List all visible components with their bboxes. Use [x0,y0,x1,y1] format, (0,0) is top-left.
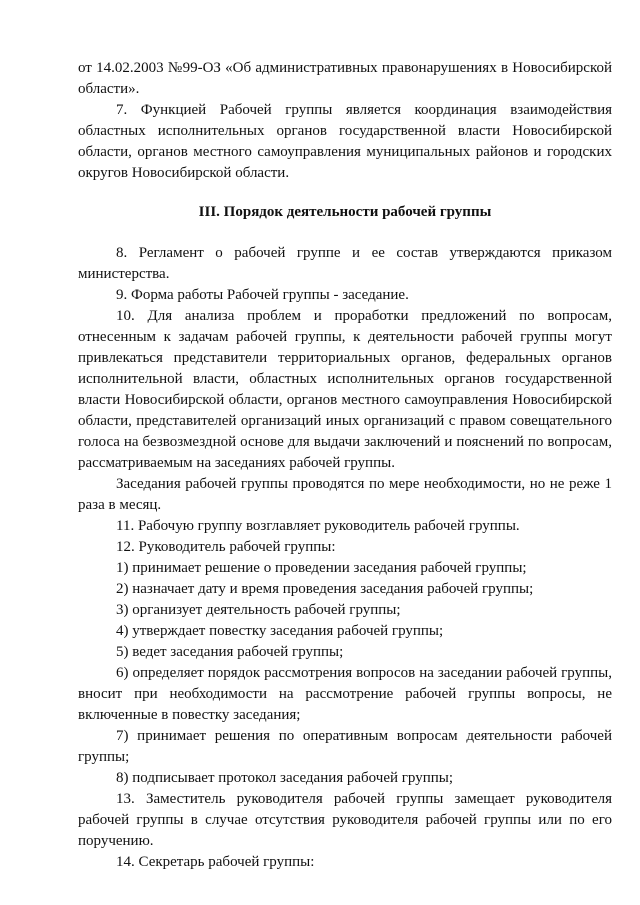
paragraph-8: 8. Регламент о рабочей группе и ее состав утверждаются приказом министерства. [78,245,612,282]
list-item-12-6: 6) определяет порядок рассмотрения вопросов на заседании рабочей группы, вносит при необходимости на рассмотрение рабочей группы вопросы, не включенные в повестку заседания; [78,665,612,723]
paragraph-12: 12. Руководитель рабочей группы: [116,539,336,555]
section-heading: III. Порядок деятельности рабочей группы [198,204,492,220]
paragraph-14: 14. Секретарь рабочей группы: [116,854,315,870]
list-item-12-8: 8) подписывает протокол заседания рабочей группы; [116,770,454,786]
list-item-12-4: 4) утверждает повестку заседания рабочей группы; [116,623,444,639]
paragraph-10: 10. Для анализа проблем и проработки предложений по вопросам, отнесенным к задачам рабочей группы, к деятельности рабочей группы могут привлекаться представители территориальных органов, федеральных органов исполнительной власти, областных исполнительных органов государственной власти Новосибирской области, органов местного самоуправления Новосибирской области, представителей организаций иных организаций с правом совещательного голоса на безвозмездной основе для выдачи заключений и пояснений по вопросам, рассматриваемым на заседаниях рабочей группы. [78,308,612,471]
list-item-12-3: 3) организует деятельность рабочей группы; [116,602,401,618]
paragraph-continuation: от 14.02.2003 №99-ОЗ «Об административных правонарушениях в Новосибирской области». [78,60,612,97]
list-item-12-7: 7) принимает решения по оперативным вопросам деятельности рабочей группы; [78,728,612,765]
paragraph-7: 7. Функцией Рабочей группы является координация взаимодействия областных исполнительных органов государственной власти Новосибирской области, органов местного самоуправления муниципальных районов и городских округов Новосибирской области. [78,102,612,181]
document-page [78,58,612,873]
list-item-12-1: 1) принимает решение о проведении заседания рабочей группы; [116,560,527,576]
paragraph-10-meetings: Заседания рабочей группы проводятся по мере необходимости, но не реже 1 раза в месяц. [78,476,612,513]
paragraph-9: 9. Форма работы Рабочей группы - заседание. [116,287,409,303]
paragraph-11: 11. Рабочую группу возглавляет руководитель рабочей группы. [116,518,520,534]
list-item-12-2: 2) назначает дату и время проведения заседания рабочей группы; [116,581,534,597]
list-item-12-5: 5) ведет заседания рабочей группы; [116,644,344,660]
paragraph-13: 13. Заместитель руководителя рабочей группы замещает руководителя рабочей группы в случае отсутствия руководителя рабочей группы или по его поручению. [78,791,612,849]
